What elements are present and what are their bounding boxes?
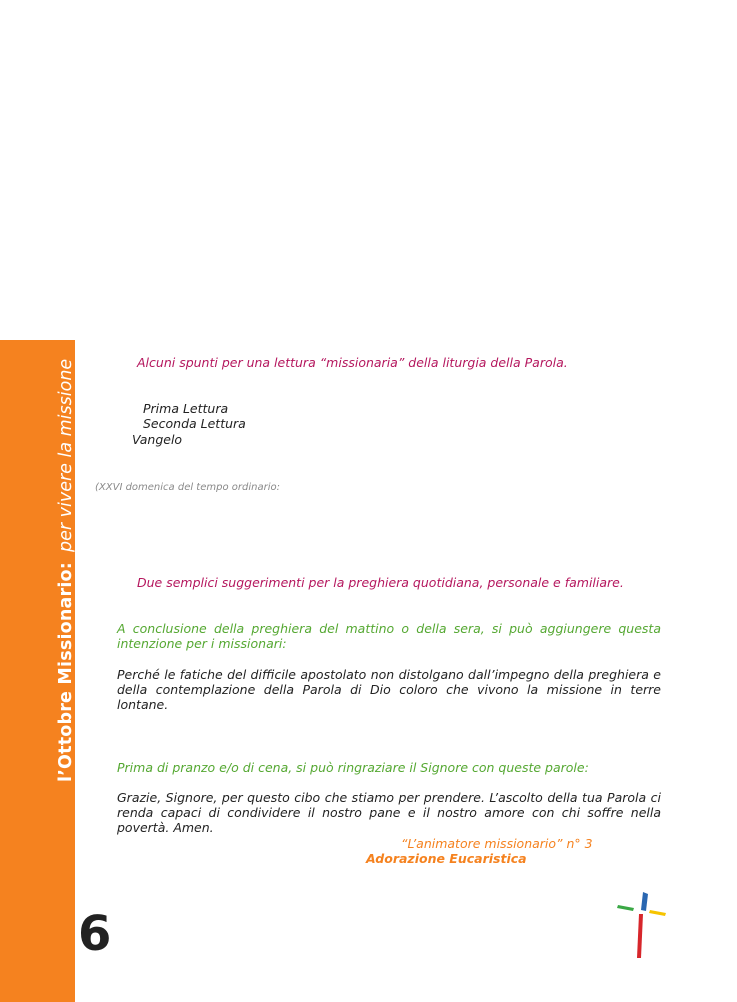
reading-gospel: Vangelo xyxy=(132,432,183,447)
morning-prayer-intro: A conclusione della preghiera del mattino o della sera, si può aggiungere questa intenzione per i missionari: xyxy=(117,621,661,651)
sidebar-title xyxy=(56,359,76,782)
meal-prayer-text: Grazie, Signore, per questo cibo che stiamo per prendere. L’ascolto della tua Parola ci renda capaci di condividere il nostro pane e il nostro amore con chi soffre nella povertà. Amen. xyxy=(117,790,661,835)
meal-prayer-intro: Prima di pranzo e/o di cena, si può ringraziare il Signore con queste parole: xyxy=(117,760,589,775)
page-number: 6 xyxy=(78,906,112,962)
liturgy-note: (XXVI domenica del tempo ordinario: xyxy=(95,482,280,493)
readings-intro: Alcuni spunti per una lettura “missionaria” della liturgia della Parola. xyxy=(137,355,568,370)
source-citation: “L’animatore missionario” n° 3 xyxy=(401,836,593,851)
mission-cross-logo xyxy=(612,888,672,962)
reading-second: Seconda Lettura xyxy=(143,416,246,431)
sidebar-title-light: per vivere la missione xyxy=(56,358,76,553)
source-title: Adorazione Eucaristica xyxy=(366,851,527,866)
morning-prayer-text: Perché le fatiche del difficile apostolato non distolgano dall’impegno della preghiera e della contemplazione della Parola di Dio coloro che vivono la missione in terre lontane. xyxy=(117,667,661,712)
reading-first: Prima Lettura xyxy=(143,401,229,416)
prayer-intro: Due semplici suggerimenti per la preghiera quotidiana, personale e familiare. xyxy=(137,575,624,590)
sidebar-title-bold: l’Ottobre Missionario: xyxy=(56,562,76,782)
